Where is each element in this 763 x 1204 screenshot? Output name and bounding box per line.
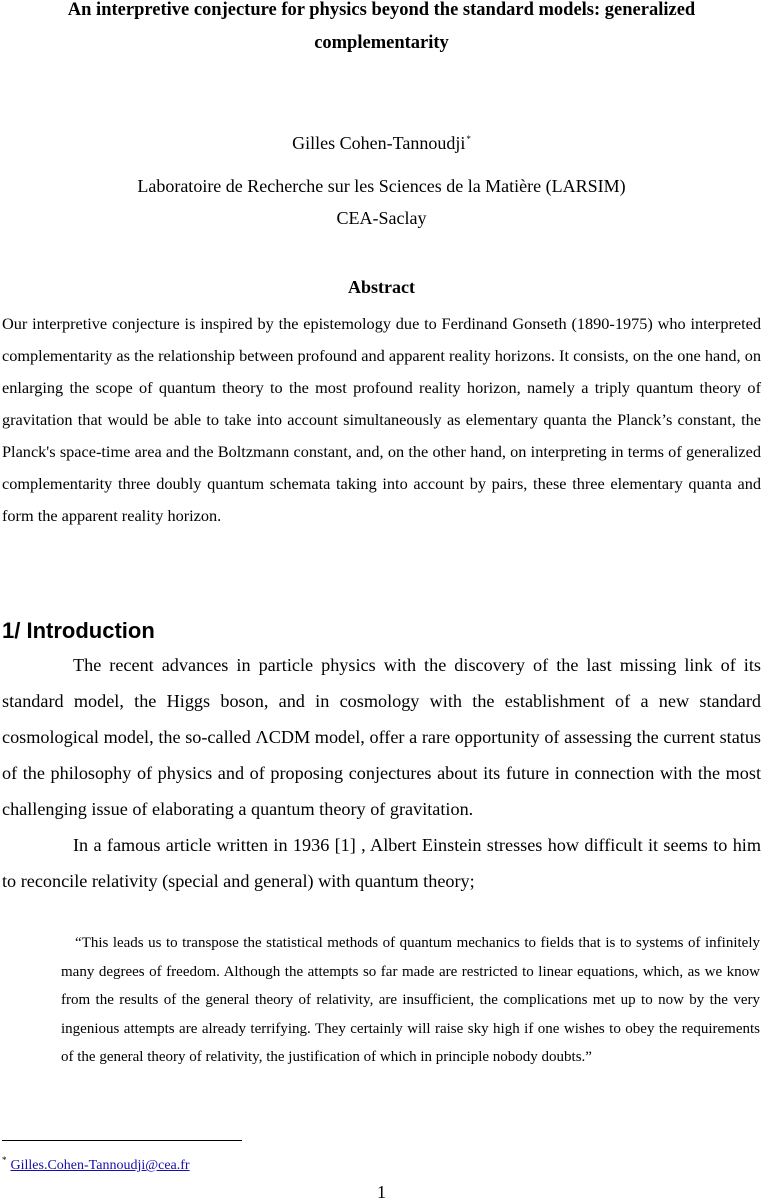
affiliation-institution: CEA-Saclay (336, 208, 427, 228)
author-name: Gilles Cohen-Tannoudji (292, 133, 466, 153)
footnote-mark: * (2, 1155, 7, 1165)
footnote-divider (2, 1140, 242, 1141)
affiliation-lab: Laboratoire de Recherche sur les Sciences de la Matière (LARSIM) (137, 176, 626, 196)
affiliation (0, 170, 763, 234)
einstein-quote (61, 929, 760, 1072)
author-line (0, 127, 763, 155)
quote-text: “This leads us to transpose the statistical methods of quantum mechanics to fields that is to systems of infinitely many degrees of freedom. Although the attempts so far made are restricted to linear equations, which, as we know from the results of the general theory of relativity, are insufficient, the complications met up to now by the very ingenious attempts are already terrifying. They certainly will raise sky high if one wishes to obey the requirements of the general theory of relativity, the justification of which in principle nobody doubts.” (61, 935, 760, 1066)
abstract-heading: Abstract (348, 277, 415, 297)
introduction-body (2, 647, 761, 899)
paper-title: An interpretive conjecture for physics beyond the standard models: generalized complementarity (67, 0, 696, 53)
abstract-text: Our interpretive conjecture is inspired by the epistemology due to Ferdinand Gonseth (1890-1975) who interpreted complementarity as the relationship between profound and apparent reality horizons. It consists, on the one hand, on enlarging the scope of quantum theory to the most profound reality horizon, namely a triply quantum theory of gravitation that would be able to take into account simultaneously as elementary quanta the Planck’s constant, the Planck's space-time area and the Boltzmann constant, and, on the other hand, on interpreting in terms of generalized complementarity three doubly quantum schemata taking into account by pairs, these three elementary quanta and form the apparent reality horizon. (2, 314, 761, 525)
author-email-link[interactable]: Gilles.Cohen-Tannoudji@cea.fr (10, 1158, 190, 1173)
intro-paragraph-2: In a famous article written in 1936 [1] , Albert Einstein stresses how difficult it seems to him to reconcile relativity (special and general) with quantum theory; (2, 835, 761, 891)
section-heading-introduction: 1/ Introduction (2, 618, 155, 643)
intro-paragraph-1: The recent advances in particle physics with the discovery of the last missing link of its standard model, the Higgs boson, and in cosmology with the establishment of a new standard cosmological model, the so-called ΛCDM model, offer a rare opportunity of assessing the current status of the philosophy of physics and of proposing conjectures about its future in connection with the most challenging issue of elaborating a quantum theory of gravitation. (2, 655, 761, 819)
author-footnote-mark: * (466, 134, 471, 144)
page-number: 1 (377, 1182, 386, 1202)
footnote (2, 1150, 190, 1176)
